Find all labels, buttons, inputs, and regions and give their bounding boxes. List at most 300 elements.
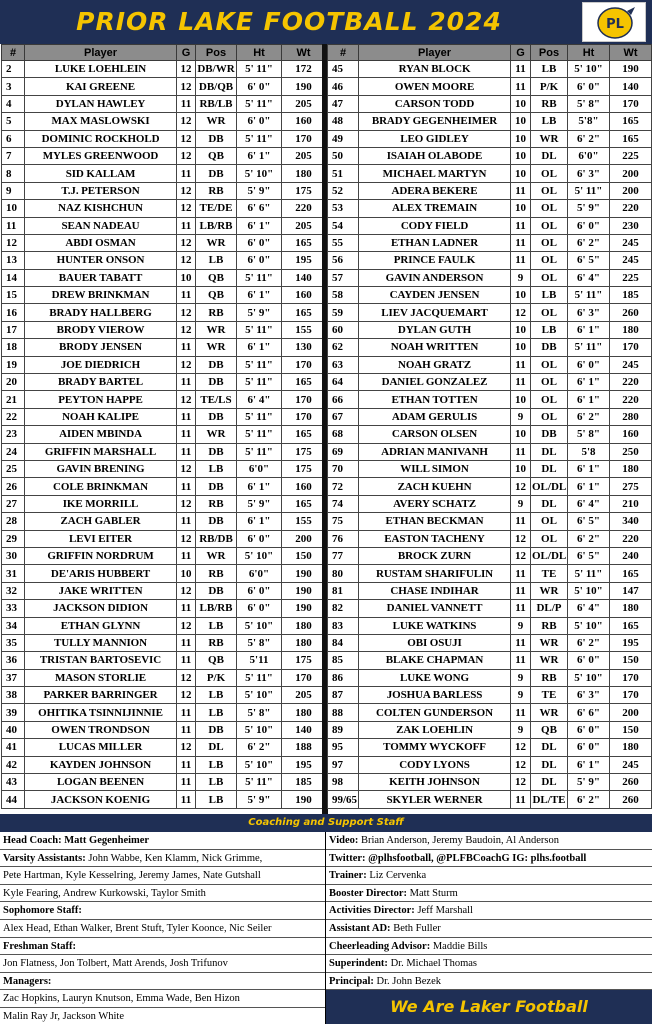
table-row [2, 669, 326, 686]
table-row [2, 61, 326, 78]
player-grade: 11 [511, 652, 531, 669]
player-height: 6' 2" [568, 634, 610, 651]
player-grade: 12 [177, 78, 196, 95]
player-height: 6' 1" [568, 478, 610, 495]
player-name: TULLY MANNION [25, 634, 177, 651]
player-height: 6' 4" [568, 269, 610, 286]
player-weight: 190 [610, 61, 652, 78]
player-height: 5' 8" [568, 95, 610, 112]
table-row [328, 130, 652, 147]
player-name: BRODY VIEROW [25, 321, 177, 338]
table-row [328, 391, 652, 408]
staff-label: Cheerleading Advisor: [329, 940, 431, 952]
player-position: TE/DE [196, 200, 237, 217]
player-name: EASTON TACHENY [359, 530, 511, 547]
staff-names: Malin Ray Jr, Jackson White [3, 1010, 124, 1022]
player-position: WR [531, 652, 568, 669]
player-number: 34 [2, 617, 25, 634]
player-position: LB [531, 61, 568, 78]
player-number: 17 [2, 321, 25, 338]
footer-slogan: We Are Laker Football [326, 990, 652, 1024]
player-height: 5' 8" [237, 704, 282, 721]
table-row [328, 530, 652, 547]
player-grade: 10 [177, 269, 196, 286]
player-number: 57 [328, 269, 359, 286]
player-name: LUCAS MILLER [25, 739, 177, 756]
player-position: RB [196, 495, 237, 512]
player-position: LB [196, 756, 237, 773]
player-number: 89 [328, 721, 359, 738]
player-number: 30 [2, 547, 25, 564]
player-grade: 11 [177, 513, 196, 530]
table-row [328, 165, 652, 182]
player-position: TE [531, 687, 568, 704]
staff-label: Freshman Staff: [3, 940, 77, 952]
player-height: 6' 2" [568, 530, 610, 547]
player-name: NAZ KISHCHUN [25, 200, 177, 217]
player-name: CODY LYONS [359, 756, 511, 773]
player-position: OL [531, 165, 568, 182]
player-position: RB [531, 95, 568, 112]
staff-names: Pete Hartman, Kyle Kesselring, Jeremy James, Nate Gutshall [3, 870, 261, 882]
player-grade: 11 [511, 582, 531, 599]
player-height: 6' 5" [568, 513, 610, 530]
player-height: 5' 10" [237, 687, 282, 704]
player-name: LUKE WATKINS [359, 617, 511, 634]
player-name: MICHAEL MARTYN [359, 165, 511, 182]
player-position: OL [531, 374, 568, 391]
player-position: DL/P [531, 600, 568, 617]
player-position: OL [531, 200, 568, 217]
player-weight: 200 [282, 530, 326, 547]
player-number: 32 [2, 582, 25, 599]
player-height: 5' 9" [568, 200, 610, 217]
player-position: DB [196, 721, 237, 738]
player-name: AVERY SCHATZ [359, 495, 511, 512]
staff-row [0, 902, 325, 920]
player-height: 6' 1" [237, 478, 282, 495]
player-height: 6' 6" [237, 200, 282, 217]
player-height: 6' 1" [237, 147, 282, 164]
player-position: QB [531, 721, 568, 738]
staff-row [326, 955, 652, 973]
table-row [328, 687, 652, 704]
table-row [2, 252, 326, 269]
player-grade: 11 [177, 704, 196, 721]
player-weight: 275 [610, 478, 652, 495]
player-weight: 165 [282, 234, 326, 251]
player-weight: 220 [610, 530, 652, 547]
player-grade: 12 [511, 478, 531, 495]
column-header: G [511, 45, 531, 61]
player-height: 6' 0" [568, 739, 610, 756]
table-row [328, 426, 652, 443]
staff-names: Jeff Marshall [414, 905, 473, 917]
table-row [328, 200, 652, 217]
player-position: DB/QB [196, 78, 237, 95]
player-height: 5' 11" [237, 443, 282, 460]
player-height: 6'0" [237, 460, 282, 477]
player-grade: 11 [177, 443, 196, 460]
roster-left [1, 44, 325, 814]
player-position: LB [196, 617, 237, 634]
player-height: 5' 10" [568, 617, 610, 634]
player-grade: 12 [177, 147, 196, 164]
table-row [328, 774, 652, 791]
table-row [2, 530, 326, 547]
table-row [328, 304, 652, 321]
staff-row [326, 973, 652, 991]
player-weight: 245 [610, 234, 652, 251]
player-weight: 165 [610, 113, 652, 130]
player-number: 88 [328, 704, 359, 721]
player-position: DL [196, 739, 237, 756]
table-row [328, 478, 652, 495]
staff-names: John Wabbe, Ken Klamm, Nick Grimme, [85, 852, 263, 864]
player-number: 53 [328, 200, 359, 217]
player-position: OL [531, 408, 568, 425]
roster-right [327, 44, 651, 814]
column-header: Wt [610, 45, 652, 61]
player-name: CAYDEN JENSEN [359, 287, 511, 304]
table-row [328, 565, 652, 582]
player-grade: 11 [177, 721, 196, 738]
player-number: 70 [328, 460, 359, 477]
staff-names: Beth Fuller [390, 922, 441, 934]
table-row [2, 565, 326, 582]
player-height: 5' 10" [237, 547, 282, 564]
page-header [0, 0, 652, 44]
player-weight: 220 [610, 200, 652, 217]
player-position: WR [531, 582, 568, 599]
player-name: TRISTAN BARTOSEVIC [25, 652, 177, 669]
table-row [2, 617, 326, 634]
player-number: 69 [328, 443, 359, 460]
player-grade: 11 [177, 165, 196, 182]
player-position: WR [196, 339, 237, 356]
player-name: CHASE INDIHAR [359, 582, 511, 599]
player-position: OL [531, 182, 568, 199]
player-number: 59 [328, 304, 359, 321]
player-position: LB/RB [196, 600, 237, 617]
player-position: DB/WR [196, 61, 237, 78]
page-title: PRIOR LAKE FOOTBALL 2024 [76, 7, 502, 36]
player-name: SKYLER WERNER [359, 791, 511, 808]
player-grade: 12 [177, 739, 196, 756]
player-weight: 170 [610, 95, 652, 112]
staff-row [0, 850, 325, 868]
staff-label: Superindent: [329, 958, 388, 970]
player-height: 5' 11" [568, 565, 610, 582]
staff-names: Dr. John Bezek [373, 975, 441, 987]
player-grade: 12 [177, 391, 196, 408]
player-height: 5' 11" [237, 321, 282, 338]
player-name: MAX MASLOWSKI [25, 113, 177, 130]
player-height: 6' 0" [237, 582, 282, 599]
player-position: DB [196, 374, 237, 391]
player-name: MASON STORLIE [25, 669, 177, 686]
player-height: 6' 4" [568, 600, 610, 617]
player-position: WR [196, 547, 237, 564]
player-height: 5' 9" [237, 495, 282, 512]
player-position: DL [531, 739, 568, 756]
player-position: OL/DL [531, 478, 568, 495]
player-grade: 11 [177, 652, 196, 669]
player-grade: 12 [511, 547, 531, 564]
player-weight: 165 [610, 130, 652, 147]
player-weight: 340 [610, 513, 652, 530]
column-header: Player [25, 45, 177, 61]
player-weight: 200 [610, 704, 652, 721]
player-name: BAUER TABATT [25, 269, 177, 286]
player-grade: 10 [511, 391, 531, 408]
player-position: DB [531, 426, 568, 443]
player-name: CARSON OLSEN [359, 426, 511, 443]
player-number: 77 [328, 547, 359, 564]
player-height: 6' 5" [568, 547, 610, 564]
player-weight: 170 [282, 408, 326, 425]
player-position: RB [196, 565, 237, 582]
player-height: 5' 10" [237, 617, 282, 634]
table-row [2, 634, 326, 651]
player-position: DL [531, 774, 568, 791]
player-weight: 200 [610, 165, 652, 182]
player-position: OL [531, 252, 568, 269]
player-number: 52 [328, 182, 359, 199]
player-name: ZACH GABLER [25, 513, 177, 530]
staff-label: Managers: [3, 975, 52, 987]
staff-row [326, 885, 652, 903]
player-number: 20 [2, 374, 25, 391]
player-grade: 12 [177, 687, 196, 704]
staff-label: Trainer: [329, 870, 367, 882]
player-position: OL [531, 217, 568, 234]
player-weight: 260 [610, 774, 652, 791]
player-name: ETHAN LADNER [359, 234, 511, 251]
table-row [2, 165, 326, 182]
roster-table-right [327, 44, 652, 809]
player-grade: 10 [511, 113, 531, 130]
player-height: 6' 1" [237, 339, 282, 356]
player-height: 6' 3" [568, 687, 610, 704]
player-height: 5' 10" [237, 721, 282, 738]
player-height: 6' 1" [568, 756, 610, 773]
table-row [328, 617, 652, 634]
player-name: ADAM GERULIS [359, 408, 511, 425]
table-row [328, 443, 652, 460]
player-weight: 225 [610, 269, 652, 286]
player-weight: 240 [610, 547, 652, 564]
player-height: 5' 11" [237, 408, 282, 425]
player-name: JOE DIEDRICH [25, 356, 177, 373]
player-position: QB [196, 147, 237, 164]
player-position: P/K [196, 669, 237, 686]
table-row [328, 217, 652, 234]
player-height: 6' 2" [568, 234, 610, 251]
player-weight: 165 [282, 304, 326, 321]
player-number: 7 [2, 147, 25, 164]
staff-names: Maddie Bills [430, 940, 488, 952]
player-name: OBI OSUJI [359, 634, 511, 651]
player-grade: 11 [177, 774, 196, 791]
table-row [2, 217, 326, 234]
staff-names: Matt Sturm [407, 887, 458, 899]
table-row [328, 269, 652, 286]
player-height: 5' 8" [568, 426, 610, 443]
player-height: 5'11 [237, 652, 282, 669]
player-position: QB [196, 269, 237, 286]
player-name: COLTEN GUNDERSON [359, 704, 511, 721]
player-weight: 230 [610, 217, 652, 234]
player-number: 50 [328, 147, 359, 164]
player-weight: 160 [282, 478, 326, 495]
player-number: 12 [2, 234, 25, 251]
player-position: LB [531, 113, 568, 130]
player-position: DL/TE [531, 791, 568, 808]
player-number: 81 [328, 582, 359, 599]
player-number: 42 [2, 756, 25, 773]
player-weight: 170 [282, 391, 326, 408]
player-grade: 11 [177, 547, 196, 564]
staff-names: Brian Anderson, Jeremy Baudoin, Al Anderson [358, 835, 560, 846]
player-position: LB [196, 687, 237, 704]
player-height: 5' 11" [568, 339, 610, 356]
player-position: LB [196, 791, 237, 808]
player-position: OL [531, 530, 568, 547]
player-grade: 10 [511, 95, 531, 112]
player-number: 44 [2, 791, 25, 808]
player-grade: 11 [511, 217, 531, 234]
staff-row [0, 938, 325, 956]
player-name: HUNTER ONSON [25, 252, 177, 269]
player-height: 5' 9" [568, 774, 610, 791]
staff-label: Sophomore Staff: [3, 905, 82, 917]
player-number: 72 [328, 478, 359, 495]
player-name: ALEX TREMAIN [359, 200, 511, 217]
player-number: 63 [328, 356, 359, 373]
player-height: 5' 10" [568, 61, 610, 78]
player-number: 64 [328, 374, 359, 391]
table-row [2, 443, 326, 460]
table-row [2, 287, 326, 304]
player-position: RB/LB [196, 95, 237, 112]
player-weight: 205 [282, 95, 326, 112]
player-name: ABDI OSMAN [25, 234, 177, 251]
player-height: 6' 1" [568, 374, 610, 391]
table-row [2, 339, 326, 356]
player-position: TE/LS [196, 391, 237, 408]
player-grade: 11 [177, 756, 196, 773]
player-name: BROCK ZURN [359, 547, 511, 564]
staff-row [326, 938, 652, 956]
player-weight: 160 [282, 113, 326, 130]
player-weight: 280 [610, 408, 652, 425]
table-row [328, 374, 652, 391]
player-position: RB [196, 304, 237, 321]
table-row [2, 547, 326, 564]
player-number: 99/65 [328, 791, 359, 808]
player-position: RB [531, 617, 568, 634]
player-name: LEVI EITER [25, 530, 177, 547]
player-number: 62 [328, 339, 359, 356]
player-weight: 205 [282, 687, 326, 704]
player-weight: 180 [610, 739, 652, 756]
player-grade: 10 [511, 460, 531, 477]
table-row [328, 339, 652, 356]
player-number: 23 [2, 426, 25, 443]
player-grade: 12 [177, 321, 196, 338]
player-name: ADRIAN MANIVANH [359, 443, 511, 460]
player-name: PARKER BARRINGER [25, 687, 177, 704]
player-name: PRINCE FAULK [359, 252, 511, 269]
player-weight: 175 [282, 182, 326, 199]
player-name: RUSTAM SHARIFULIN [359, 565, 511, 582]
player-weight: 190 [282, 791, 326, 808]
player-weight: 190 [282, 600, 326, 617]
player-weight: 195 [282, 252, 326, 269]
player-position: DB [196, 130, 237, 147]
player-weight: 170 [282, 669, 326, 686]
table-row [328, 234, 652, 251]
player-grade: 12 [177, 669, 196, 686]
player-name: KAYDEN JOHNSON [25, 756, 177, 773]
player-height: 5'8 [568, 443, 610, 460]
player-weight: 205 [282, 147, 326, 164]
player-number: 43 [2, 774, 25, 791]
player-name: ETHAN TOTTEN [359, 391, 511, 408]
table-row [2, 269, 326, 286]
player-weight: 160 [610, 426, 652, 443]
table-row [328, 78, 652, 95]
player-grade: 10 [511, 200, 531, 217]
player-grade: 11 [511, 634, 531, 651]
player-height: 6' 0" [237, 113, 282, 130]
player-number: 49 [328, 130, 359, 147]
player-grade: 10 [511, 426, 531, 443]
player-height: 5' 10" [237, 756, 282, 773]
player-grade: 12 [177, 252, 196, 269]
player-grade: 11 [511, 704, 531, 721]
table-row [2, 652, 326, 669]
staff-names: Zac Hopkins, Lauryn Knutson, Emma Wade, Ben Hizon [3, 993, 240, 1005]
player-number: 14 [2, 269, 25, 286]
player-weight: 200 [610, 182, 652, 199]
player-number: 85 [328, 652, 359, 669]
player-number: 5 [2, 113, 25, 130]
player-position: WR [196, 321, 237, 338]
player-position: OL [531, 304, 568, 321]
table-row [2, 721, 326, 738]
player-position: QB [196, 287, 237, 304]
player-grade: 10 [177, 565, 196, 582]
staff-label: Assistant AD: [329, 922, 391, 934]
player-number: 76 [328, 530, 359, 547]
player-number: 87 [328, 687, 359, 704]
player-weight: 175 [282, 652, 326, 669]
player-position: DL [531, 495, 568, 512]
player-weight: 147 [610, 582, 652, 599]
player-height: 6' 6" [568, 704, 610, 721]
player-name: AIDEN MBINDA [25, 426, 177, 443]
player-grade: 12 [177, 582, 196, 599]
player-height: 6' 3" [568, 165, 610, 182]
player-number: 18 [2, 339, 25, 356]
table-row [2, 478, 326, 495]
player-height: 5' 8" [237, 634, 282, 651]
table-row [2, 774, 326, 791]
table-row [2, 495, 326, 512]
player-height: 6' 0" [237, 600, 282, 617]
